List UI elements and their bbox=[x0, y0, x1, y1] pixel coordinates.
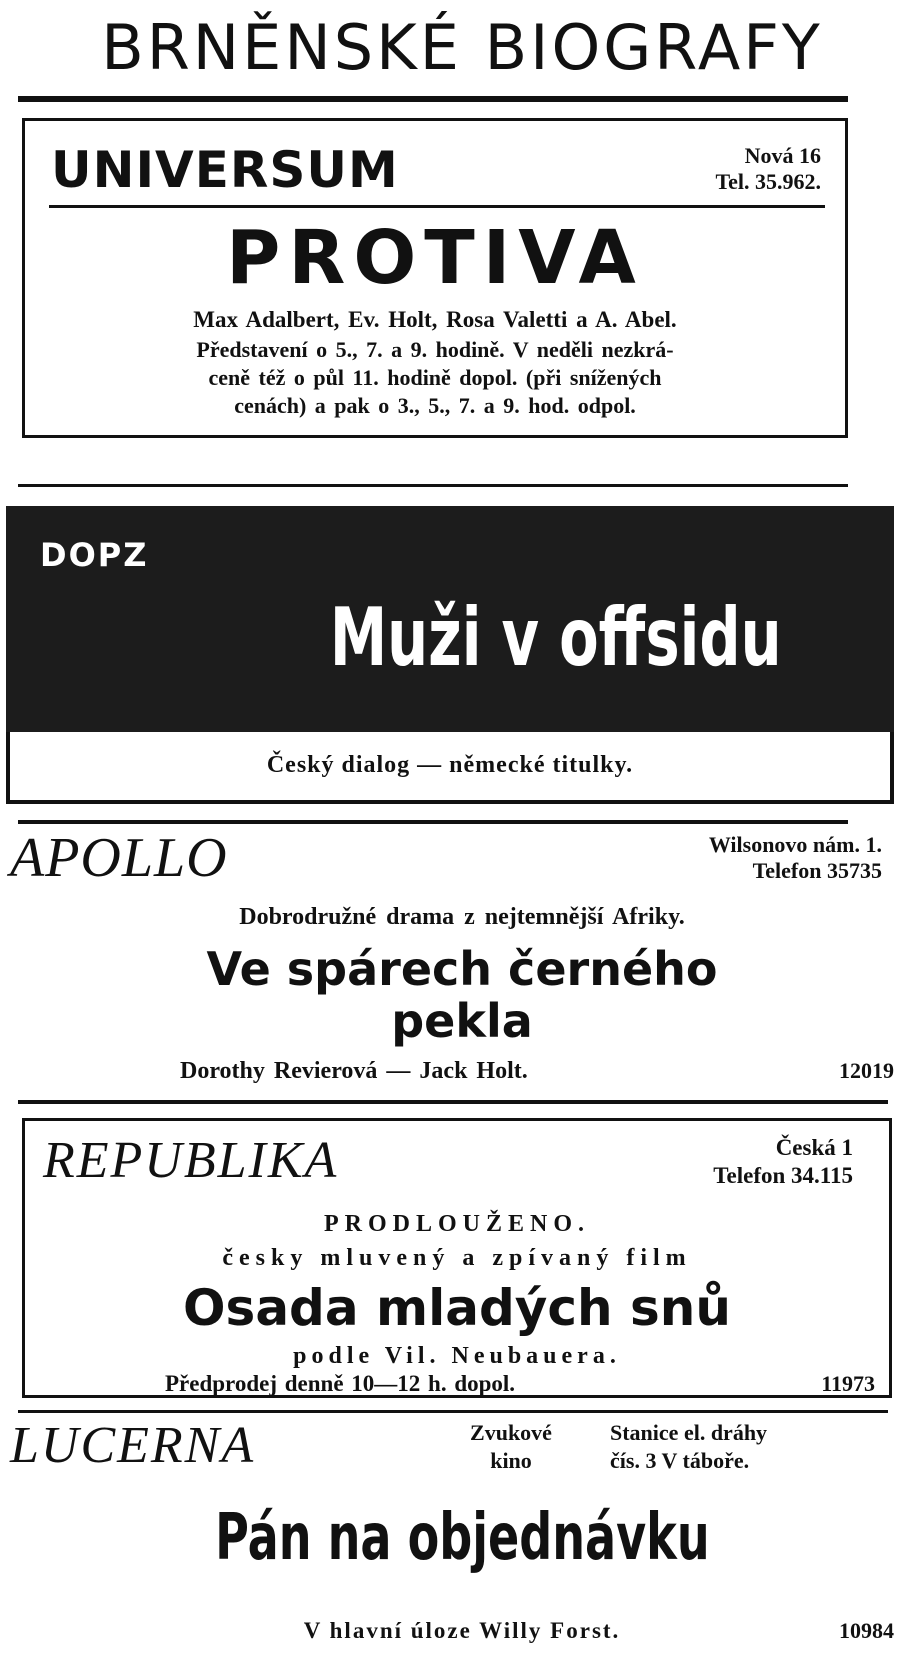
dopz-film-title bbox=[236, 588, 876, 688]
lucerna-stop-1: Stanice el. dráhy bbox=[610, 1420, 768, 1445]
lucerna-ref: 10984 bbox=[839, 1618, 894, 1643]
universum-phone: Tel. 35.962. bbox=[715, 169, 821, 194]
apollo-genre: Dobrodružné drama z nejtemnější Afriky. bbox=[239, 904, 685, 930]
apollo-phone: Telefon 35735 bbox=[752, 858, 882, 883]
dopz-note: Český dialog — německé titulky. bbox=[266, 752, 634, 778]
lucerna-tag-1: Zvukové bbox=[470, 1420, 552, 1445]
section-rule-2 bbox=[18, 820, 848, 824]
republika-phone: Telefon 34.115 bbox=[713, 1163, 853, 1188]
universum-cast: Max Adalbert, Ev. Holt, Rosa Valetti a A. Abel. bbox=[193, 307, 677, 332]
universum-name: UNIVERSUM bbox=[51, 141, 399, 199]
republika-address: Česká 1 bbox=[775, 1135, 853, 1160]
universum-address: Nová 16 bbox=[744, 143, 821, 168]
page-title: BRNĚNSKÉ BIOGRAFY bbox=[101, 11, 823, 84]
lucerna-film-title bbox=[0, 1500, 924, 1576]
apollo-cast: Dorothy Revierová — Jack Holt. bbox=[180, 1058, 528, 1084]
republika-genre: česky mluvený a zpívaný film bbox=[222, 1245, 692, 1271]
dopz-film-title-text: Muži v offsidu bbox=[330, 591, 782, 684]
universum-ad bbox=[22, 118, 848, 438]
section-rule-3 bbox=[18, 1100, 888, 1104]
apollo-film-title-2: pekla bbox=[391, 994, 533, 1048]
republika-status: PRODLOUŽENO. bbox=[323, 1211, 590, 1237]
universum-divider bbox=[49, 205, 825, 208]
universum-showtimes-2: ceně též o půl 11. hodině dopol. (při snížených bbox=[208, 365, 662, 390]
republika-source: podle Vil. Neubauera. bbox=[293, 1343, 621, 1369]
dopz-banner bbox=[6, 506, 894, 732]
section-rule-4 bbox=[18, 1410, 888, 1413]
apollo-address: Wilsonovo nám. 1. bbox=[708, 832, 882, 857]
republika-film-title: Osada mladých snů bbox=[183, 1279, 731, 1337]
universum-showtimes-3: cenách) a pak o 3., 5., 7. a 9. hod. odpol. bbox=[234, 393, 636, 418]
lucerna-film-title-text: Pán na objednávku bbox=[214, 1501, 710, 1575]
apollo-film-title-1: Ve spárech černého bbox=[206, 942, 718, 996]
republika-presale: Předprodej denně 10—12 h. dopol. bbox=[165, 1371, 516, 1396]
republika-ref: 11973 bbox=[821, 1371, 875, 1396]
apollo-ref: 12019 bbox=[839, 1058, 894, 1083]
universum-film-title: PROTIVA bbox=[226, 215, 644, 301]
dopz-note-box bbox=[6, 732, 894, 804]
republika-name: REPUBLIKA bbox=[43, 1132, 339, 1189]
lucerna-cast: V hlavní úloze Willy Forst. bbox=[303, 1618, 621, 1643]
lucerna-name: LUCERNA bbox=[10, 1417, 256, 1474]
section-rule-1 bbox=[18, 484, 848, 487]
lucerna-tag-2: kino bbox=[490, 1448, 532, 1473]
universum-showtimes-1: Představení o 5., 7. a 9. hodině. V neděli nezkrá- bbox=[196, 337, 674, 362]
republika-ad bbox=[22, 1118, 892, 1398]
header-rule bbox=[18, 96, 848, 102]
dopz-studio: DOPZ bbox=[40, 536, 149, 574]
lucerna-stop-2: čís. 3 V táboře. bbox=[610, 1448, 750, 1473]
apollo-name: APOLLO bbox=[10, 827, 228, 889]
